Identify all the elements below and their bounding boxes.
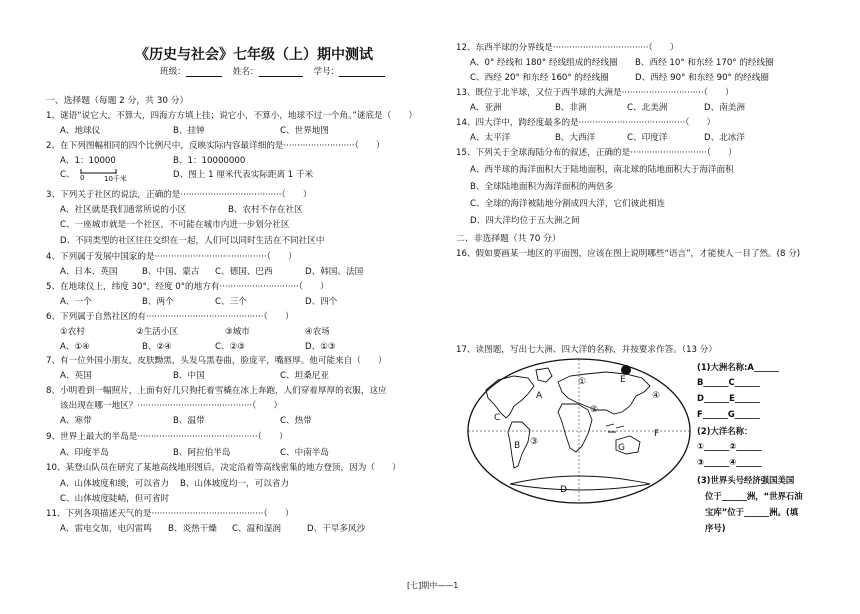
question-6: 6、下列属于自然社区的有···········································（ ） xyxy=(46,312,294,322)
map-label-c: C xyxy=(494,413,501,423)
q6-option-d: D、①③ xyxy=(305,342,336,352)
q14-option-a: A、太平洋 xyxy=(470,133,511,143)
q11-option-a: A、雷电交加，电闪雷鸣 xyxy=(60,524,152,534)
class-blank[interactable] xyxy=(186,67,222,77)
question-8-line-2: 该出现在哪一地区？··········································（ ） xyxy=(60,401,283,411)
q2-option-c: C、 xyxy=(60,170,75,180)
legend-line-oceans-12: ①______②______ xyxy=(697,441,762,451)
q7-option-b: B、中国 xyxy=(173,371,205,381)
question-5: 5、在地球仪上，纬度 30°，经度 0°的地方有·····························（ ） xyxy=(46,282,329,292)
section-1-heading: 一、选择题（每题 2 分，共 30 分） xyxy=(46,96,189,106)
q11-option-d: D、干旱多风沙 xyxy=(307,524,366,534)
map-label-d: D xyxy=(560,485,567,495)
q2-scale-ten-km: 10千米 xyxy=(104,175,127,183)
q12-option-d: D、西经 90° 和东经 90° 的经线圈 xyxy=(635,73,769,83)
question-14: 14、四大洋中，跨经度最多的是·······································（ ） xyxy=(456,118,716,128)
q6-item-3: ③城市 xyxy=(225,327,250,337)
question-11: 11、下列各项描述天气的是·········································（ ） xyxy=(46,509,294,519)
q14-option-c: C、印度洋 xyxy=(627,133,668,143)
q13-option-d: D、南美洲 xyxy=(704,103,745,113)
id-blank[interactable] xyxy=(339,67,385,77)
q5-option-d: D、四个 xyxy=(305,297,338,307)
map-label-ocean-4: ④ xyxy=(652,391,661,401)
question-12: 12、东西半球的分界线是···································（ ） xyxy=(456,43,679,53)
q8-option-a: A、寒带 xyxy=(60,416,92,426)
q4-option-b: B、中国、蒙古 xyxy=(142,267,200,277)
map-label-e: E xyxy=(620,375,626,385)
page-footer: [七]期中——1 xyxy=(407,581,459,590)
q1-option-b: B、挂钟 xyxy=(173,126,205,136)
q14-option-d: D、北冰洋 xyxy=(704,133,745,143)
question-16: 16、假如要画某一地区的平面图，应该在图上说明哪些“语言”，才能使人一目了然。(8 分) xyxy=(456,249,801,259)
legend-line-note: 序号) xyxy=(705,523,726,533)
q6-option-c: C、②③ xyxy=(215,342,246,352)
q3-option-b: B、农村不存在社区 xyxy=(228,205,303,215)
legend-line-usa: 位于______洲，“世界石油 xyxy=(705,491,803,501)
q3-option-c: C、一座城市就是一个社区，不可能在城市内进一步划分社区 xyxy=(60,220,290,230)
q4-option-d: D、韩国、法国 xyxy=(305,267,364,277)
q1-option-c: C、世界地图 xyxy=(280,126,329,136)
q9-option-a: A、印度半岛 xyxy=(60,448,109,458)
q12-option-b: B、西经 10° 和东经 170° 的经线圈 xyxy=(635,58,774,68)
q12-option-a: A、0° 经线和 180° 经线组成的经线圈 xyxy=(470,58,618,68)
q2-option-b: B、1：10000000 xyxy=(173,156,246,166)
q5-option-a: A、一个 xyxy=(60,297,92,307)
world-map xyxy=(466,356,692,506)
legend-heading-usa: (3)世界头号经济强国美国 xyxy=(697,475,795,485)
q10-option-a: A、山体坡度和缓，可以省力 xyxy=(60,479,170,489)
legend-line-fg: F______G______ xyxy=(697,409,760,419)
page-title: 《历史与社会》七年级（上）期中测试 xyxy=(135,47,373,63)
question-4: 4、下列属于发展中国家的是·········································（ ） xyxy=(46,252,297,262)
map-label-g: G xyxy=(618,443,625,453)
question-15: 15、下列关于全球海陆分布的叙述，正确的是····························（ ） xyxy=(456,148,737,158)
map-label-ocean-3: ③ xyxy=(530,437,539,447)
section-2-heading: 二、非选择题（共 70 分） xyxy=(456,234,561,244)
question-2: 2、在下列图幅相同的四个比例尺中，反映实际内容最详细的是··························（ ） xyxy=(46,141,385,151)
q13-option-a: A、亚洲 xyxy=(470,103,502,113)
q12-option-c: C、西经 20° 和东经 160° 的经线圈 xyxy=(470,73,609,83)
q6-item-1: ①农村 xyxy=(60,327,85,337)
id-label: 学号： xyxy=(313,67,340,77)
q2-scale-zero: 0 xyxy=(80,174,85,182)
q4-option-a: A、日本、英国 xyxy=(60,267,118,277)
q10-option-b: B、山体坡度均一，可以省力 xyxy=(180,479,290,489)
q9-option-c: C、中南半岛 xyxy=(280,448,329,458)
q1-option-a: A、地球仪 xyxy=(60,126,101,136)
name-blank[interactable] xyxy=(259,67,303,77)
legend-line-oil: 宝库”位于______洲。(填 xyxy=(705,507,799,517)
q2-option-d: D、图上 1 厘米代表实际距离 1 千米 xyxy=(173,170,314,180)
map-label-f: F xyxy=(654,429,660,439)
q9-option-b: B、阿拉伯半岛 xyxy=(173,448,231,458)
q7-option-a: A、英国 xyxy=(60,371,92,381)
map-label-ocean-1: ① xyxy=(578,377,587,387)
legend-line-de: D______E______ xyxy=(697,393,760,403)
q15-option-d: D、四大洋均位于五大洲之间 xyxy=(470,216,580,226)
student-info xyxy=(160,65,385,77)
q11-option-c: C、温和湿润 xyxy=(232,524,281,534)
q15-option-c: C、全球的海洋被陆地分割成四大洋，它们彼此相连 xyxy=(470,199,666,209)
q15-option-b: B、全球陆地面积为海洋面积的两倍多 xyxy=(470,182,614,192)
q2-option-a: A、1：10000 xyxy=(60,156,116,166)
q10-option-c: C、山体坡度陡峭，但可省时 xyxy=(60,494,170,504)
legend-line-bc: B______C______ xyxy=(697,377,760,387)
question-9: 9、世界上最大的半岛是············································（ ） xyxy=(46,432,288,442)
q3-option-a: A、社区就是我们通常所说的小区 xyxy=(60,205,187,215)
question-3: 3、下列关于社区的说法，正确的是·····································（ ） xyxy=(46,190,312,200)
q13-option-c: C、北美洲 xyxy=(627,103,668,113)
q6-option-a: A、①④ xyxy=(60,342,90,352)
q11-option-b: B、炎热干燥 xyxy=(168,524,217,534)
question-7: 7、有一位外国小朋友，皮肤黝黑，头发乌黑卷曲，脸庞平，嘴唇厚。他可能来自（ ） xyxy=(46,356,387,366)
q5-option-b: B、两个 xyxy=(142,297,174,307)
q8-option-b: B、温带 xyxy=(173,416,205,426)
question-13: 13、既位于北半球，又位于西半球的大洲是······························（ ） xyxy=(456,88,734,98)
q3-option-d: D、不同类型的社区往往交织在一起，人们可以同时生活在不同社区中 xyxy=(60,236,325,246)
question-8-line-1: 8、小明看到一幅照片，上面有好几只狗托着雪橇在冰上奔跑，人们穿着厚厚的衣服，这应 xyxy=(46,386,387,396)
question-17: 17、读图题，写出七大洲、四大洋的名称，并按要求作答。（13 分） xyxy=(456,345,717,355)
class-label: 班级： xyxy=(160,67,186,77)
q6-item-4: ④农场 xyxy=(305,327,330,337)
q7-option-c: C、坦桑尼亚 xyxy=(280,371,329,381)
q4-option-c: C、德国、巴西 xyxy=(215,267,273,277)
question-10: 10、某登山队员在研究了某地高线地形图后，决定沿着等高线密集的地方登顶，因为（ ） xyxy=(46,463,401,473)
map-label-a: A xyxy=(536,391,543,401)
q5-option-c: C、三个 xyxy=(215,297,247,307)
q15-option-a: A、西半球的海洋面积大于陆地面积，南北球的陆地面积大于海洋面积 xyxy=(470,165,734,175)
q14-option-b: B、大西洋 xyxy=(555,133,596,143)
map-label-ocean-2: ② xyxy=(590,405,599,415)
q6-item-2: ②生活小区 xyxy=(136,327,179,337)
legend-line-oceans-34: ③______④______ xyxy=(697,457,762,467)
map-label-b: B xyxy=(514,441,521,451)
q8-option-c: C、热带 xyxy=(280,416,312,426)
legend-heading-continents: (1)大洲名称:A______ xyxy=(697,362,779,372)
q6-option-b: B、②④ xyxy=(142,342,172,352)
question-1: 1、谜语“说它大，不算大，四海方方填上挂；说它小，不算小，地球不过一个角。”谜底是（ ） xyxy=(46,111,418,121)
q13-option-b: B、非洲 xyxy=(555,103,587,113)
legend-heading-oceans: (2)大洋名称： xyxy=(697,426,753,436)
name-label: 姓名： xyxy=(232,67,259,77)
